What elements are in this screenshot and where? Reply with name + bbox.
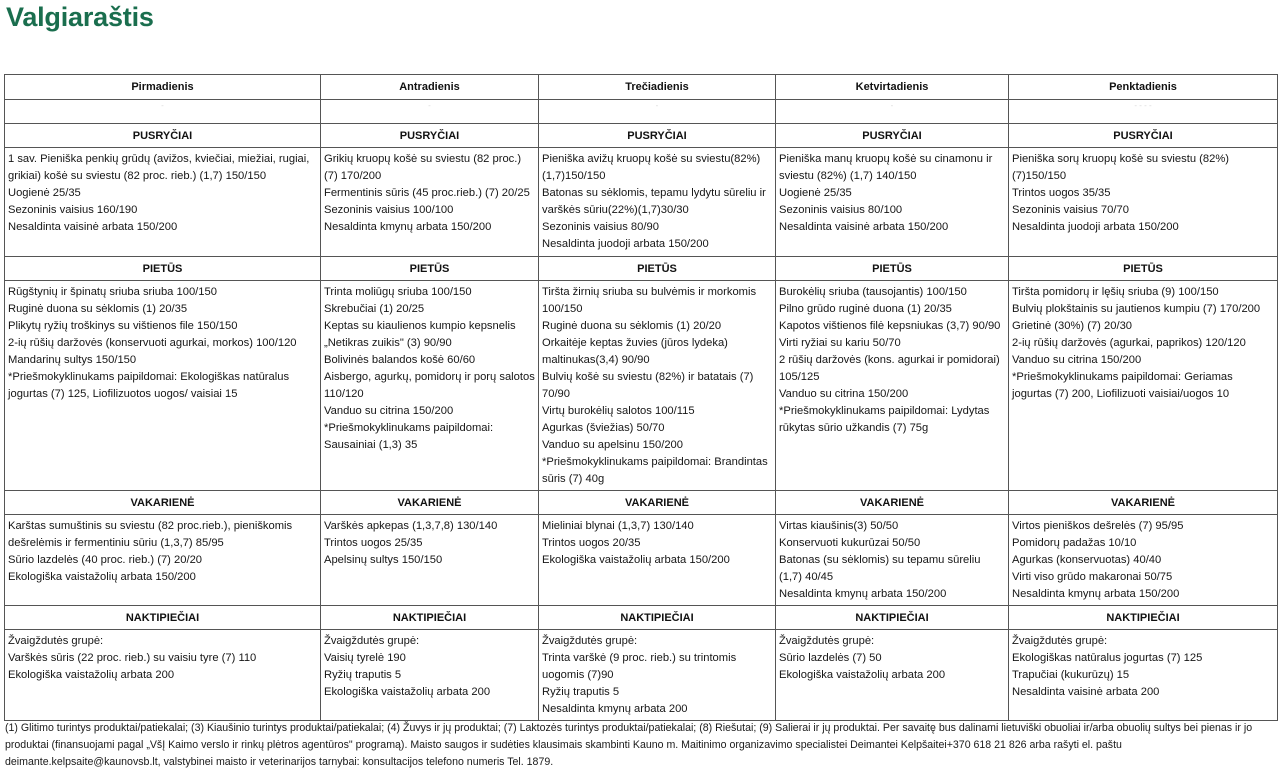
menu-item: Trintos uogos 25/35 (324, 537, 423, 549)
menu-item: Ekologiška vaistažolių arbata 150/200 (542, 554, 730, 566)
menu-item: Apelsinų sultys 150/150 (324, 554, 443, 566)
menu-cell (5, 630, 321, 721)
blank-cell (539, 100, 776, 124)
menu-item: Bulvių košė su sviestu (82%) ir batatais (7) 70/90 (542, 371, 754, 400)
menu-item: Nesaldinta juodoji arbata 150/200 (542, 238, 709, 250)
menu-item: Vanduo su citrina 150/200 (1012, 354, 1142, 366)
dinner-header-row (5, 491, 1278, 515)
meal-label: VAKARIENĖ (5, 491, 321, 515)
day-header: Pirmadienis (5, 75, 321, 100)
menu-item: Ekologiškas natūralus jogurtas (7) 125 (1012, 652, 1203, 664)
menu-item: Žvaigždutės grupė: (1012, 635, 1108, 647)
page-title: Valgiaraštis (6, 2, 154, 32)
menu-item: Žvaigždutės grupė: (324, 635, 420, 647)
lunch-header-row (5, 257, 1278, 281)
day-header: Penktadienis (1009, 75, 1278, 100)
night-snack-content-row (5, 630, 1278, 721)
menu-item: Žvaigždutės grupė: (779, 635, 875, 647)
menu-item: Sezoninis vaisius 80/90 (542, 221, 659, 233)
placeholder-dash: - (890, 101, 894, 110)
meal-label: VAKARIENĖ (321, 491, 539, 515)
menu-item: Konservuoti kukurūzai 50/50 (779, 537, 921, 549)
meal-label: PIETŪS (539, 257, 776, 281)
menu-item: Vanduo su citrina 150/200 (324, 405, 454, 417)
menu-cell (5, 515, 321, 606)
menu-item: Aisbergo, agurkų, pomidorų ir porų salotos 110/120 (324, 371, 535, 400)
menu-item: Nesaldinta kmynų arbata 200 (542, 703, 688, 715)
menu-item: Kapotos vištienos filė kepsniukas (3,7) 90/90 (779, 320, 1001, 332)
menu-cell (5, 148, 321, 257)
menu-item: Batonas (su sėklomis) su tepamu sūreliu (1,7) 40/45 (779, 554, 981, 583)
meal-label: NAKTIPIEČIAI (5, 606, 321, 630)
menu-cell (1009, 281, 1278, 491)
meal-label: PUSRYČIAI (776, 124, 1009, 148)
menu-item: *Priešmokyklinukams paipildomai: Geriamas jogurtas (7) 200, Liofilizuoti vaisiai/uogos 10 (1012, 371, 1233, 400)
menu-item: Ryžių traputis 5 (542, 686, 620, 698)
menu-cell (776, 515, 1009, 606)
menu-item: Virtos pieniškos dešrelės (7) 95/95 (1012, 520, 1184, 532)
menu-cell (1009, 148, 1278, 257)
menu-cell (539, 281, 776, 491)
menu-item: Nesaldinta vaisinė arbata 150/200 (8, 221, 178, 233)
menu-item: Pilno grūdo ruginė duona (1) 20/35 (779, 303, 952, 315)
breakfast-header-row (5, 124, 1278, 148)
menu-item: Ryžių traputis 5 (324, 669, 402, 681)
menu-cell (776, 148, 1009, 257)
menu-item: Virti ryžiai su kariu 50/70 (779, 337, 901, 349)
menu-cell (1009, 630, 1278, 721)
menu-item: Trintos uogos 20/35 (542, 537, 641, 549)
menu-item: Tiršta žirnių sriuba su bulvėmis ir morkomis 100/150 (542, 286, 757, 315)
menu-item: Tiršta pomidorų ir lęšių sriuba (9) 100/150 (1012, 286, 1219, 298)
menu-item: Nesaldinta vaisinė arbata 150/200 (779, 221, 949, 233)
menu-item: *Priešmokyklinukams paipildomai: Brandintas sūris (7) 40g (542, 456, 768, 485)
allergen-footnote: (1) Glitimo turintys produktai/patiekalai; (3) Kiaušinio turintys produktai/patiekalai; (4) Žuvys ir jų produktai; (7) Laktozės turintys produktai/patiekalai; (8) Riešutai; (9) Salierai ir jų produktai. Per savaitę bus dalinami lietuviški obuoliai ir/arba obuolių sultys bei pienas ir jo produktai (finansuojami pagal „VšĮ Kaimo verslo ir rinkų plėtros agentūros" programą). Maisto saugos ir sudėties klausimais skambinti Kauno m. Maitinimo organizavimo specialistei Deimantei Kelpšaitei+370 618 21 826 arba rašyti el. paštu deimante.kelpsaite@kaunovsb.lt, valstybinei maisto ir veterinarijos tarnybai: konsultacijos telefono numeris Tel. 1879. (5, 722, 1253, 768)
menu-item: Grikių kruopų košė su sviestu (82 proc.) (7) 170/200 (324, 153, 522, 182)
menu-item: Sūrio lazdelės (7) 50 (779, 652, 882, 664)
menu-item: 1 sav. Pieniška penkių grūdų (avižos, kviečiai, miežiai, rugiai, grikiai) košė su sviestu (82 proc. rieb.) (1,7) 150/150 (8, 153, 310, 182)
blank-cell (1009, 100, 1278, 124)
menu-item: Trinta moliūgų sriuba 100/150 (324, 286, 472, 298)
blank-cell (321, 100, 539, 124)
placeholder-dash: - (161, 101, 164, 110)
menu-item: Sezoninis vaisius 70/70 (1012, 204, 1129, 216)
placeholder-dash: - (428, 101, 431, 110)
menu-item: Bulvių plokštainis su jautienos kumpiu (7) 170/200 (1012, 303, 1261, 315)
menu-cell (5, 281, 321, 491)
menu-item: *Priešmokyklinukams paipildomai: Lydytas rūkytas sūrio užkandis (7) 75g (779, 405, 990, 434)
menu-cell (321, 281, 539, 491)
menu-item: *Priešmokyklinukams paipildomai: Sausainiai (1,3) 35 (324, 422, 494, 451)
menu-item: Ruginė duona su sėklomis (1) 20/20 (542, 320, 722, 332)
menu-item: Nesaldinta kmynų arbata 150/200 (1012, 588, 1180, 600)
menu-item: Varškės apkepas (1,3,7,8) 130/140 (324, 520, 498, 532)
breakfast-content-row (5, 148, 1278, 257)
blank-row (5, 100, 1278, 124)
menu-item: Sezoninis vaisius 100/100 (324, 204, 454, 216)
meal-label: VAKARIENĖ (776, 491, 1009, 515)
menu-item: Vanduo su citrina 150/200 (779, 388, 909, 400)
menu-item: Nesaldinta vaisinė arbata 200 (1012, 686, 1160, 698)
menu-item: Ekologiška vaistažolių arbata 200 (779, 669, 946, 681)
menu-item: Skrebučiai (1) 20/25 (324, 303, 425, 315)
menu-item: Trintos uogos 35/35 (1012, 187, 1111, 199)
meal-label: VAKARIENĖ (539, 491, 776, 515)
menu-cell (776, 630, 1009, 721)
menu-item: Mieliniai blynai (1,3,7) 130/140 (542, 520, 694, 532)
menu-item: Trinta varškė (9 proc. rieb.) su trintomis uogomis (7)90 (542, 652, 737, 681)
weekly-menu-table (4, 74, 1278, 721)
menu-item: Karštas sumuštinis su sviestu (82 proc.rieb.), pieniškomis dešrelėmis ir fermentiniu sūriu (1,3,7) 85/95 (8, 520, 293, 549)
menu-item: Grietinė (30%) (7) 20/30 (1012, 320, 1133, 332)
lunch-content-row (5, 281, 1278, 491)
menu-item: Varškės sūris (22 proc. rieb.) su vaisiu tyre (7) 110 (8, 652, 257, 664)
menu-item: Ekologiška vaistažolių arbata 200 (324, 686, 491, 698)
menu-item: Pomidorų padažas 10/10 (1012, 537, 1137, 549)
menu-item: Pieniška manų kruopų košė su cinamonu ir sviestu (82%) (1,7) 140/150 (779, 153, 993, 182)
menu-item: Bolivinės balandos košė 60/60 (324, 354, 476, 366)
night-snack-header-row (5, 606, 1278, 630)
menu-item: Trapučiai (kukurūzų) 15 (1012, 669, 1130, 681)
menu-item: Keptas su kiaulienos kumpio kepsnelis „Netikras zuikis" (3) 90/90 (324, 320, 516, 349)
meal-label: PIETŪS (1009, 257, 1278, 281)
meal-label: PIETŪS (5, 257, 321, 281)
menu-item: Mandarinų sultys 150/150 (8, 354, 137, 366)
menu-cell (539, 515, 776, 606)
menu-item: Orkaitėje keptas žuvies (jūros lydeka) maltinukas(3,4) 90/90 (542, 337, 728, 366)
menu-item: Ruginė duona su sėklomis (1) 20/35 (8, 303, 188, 315)
meal-label: NAKTIPIEČIAI (321, 606, 539, 630)
menu-item: *Priešmokyklinukams paipildomai: Ekologiškas natūralus jogurtas (7) 125, Liofilizuotos uogos/ vaisiai 15 (8, 371, 290, 400)
meal-label: NAKTIPIEČIAI (539, 606, 776, 630)
menu-item: 2-ių rūšių daržovės (konservuoti agurkai, morkos) 100/120 (8, 337, 297, 349)
meal-label: PUSRYČIAI (321, 124, 539, 148)
menu-item: Batonas su sėklomis, tepamu lydytu sūreliu ir varškės sūriu(22%)(1,7)30/30 (542, 187, 766, 216)
meal-label: PIETŪS (776, 257, 1009, 281)
placeholder-dash: - (655, 101, 659, 110)
dinner-content-row (5, 515, 1278, 606)
menu-item: Nesaldinta kmynų arbata 150/200 (324, 221, 492, 233)
menu-item: Agurkas (konservuotas) 40/40 (1012, 554, 1162, 566)
day-header: Ketvirtadienis (776, 75, 1009, 100)
menu-item: Sezoninis vaisius 80/100 (779, 204, 903, 216)
menu-item: Sezoninis vaisius 160/190 (8, 204, 138, 216)
menu-item: Sūrio lazdelės (40 proc. rieb.) (7) 20/20 (8, 554, 203, 566)
menu-item: 2 rūšių daržovės (kons. agurkai ir pomidorai) 105/125 (779, 354, 1000, 383)
meal-label: PUSRYČIAI (539, 124, 776, 148)
menu-item: Rūgštynių ir špinatų sriuba sriuba 100/150 (8, 286, 217, 298)
menu-cell (321, 630, 539, 721)
menu-item: Virtų burokėlių salotos 100/115 (542, 405, 695, 417)
blank-cell (776, 100, 1009, 124)
menu-item: Nesaldinta kmynų arbata 150/200 (779, 588, 947, 600)
menu-item: Agurkas (šviežias) 50/70 (542, 422, 665, 434)
menu-item: Plikytų ryžių troškinys su vištienos file 150/150 (8, 320, 238, 332)
menu-cell (539, 148, 776, 257)
day-header-row (5, 75, 1278, 100)
menu-item: Žvaigždutės grupė: (542, 635, 638, 647)
menu-cell (321, 515, 539, 606)
menu-cell (321, 148, 539, 257)
meal-label: NAKTIPIEČIAI (776, 606, 1009, 630)
menu-cell (776, 281, 1009, 491)
day-header: Trečiadienis (539, 75, 776, 100)
menu-item: Žvaigždutės grupė: (8, 635, 104, 647)
menu-item: Virtas kiaušinis(3) 50/50 (779, 520, 899, 532)
menu-item: Pieniška sorų kruopų košė su sviestu (82%) (7)150/150 (1012, 153, 1230, 182)
menu-item: Vanduo su apelsinu 150/200 (542, 439, 683, 451)
day-header: Antradienis (321, 75, 539, 100)
menu-cell (539, 630, 776, 721)
meal-label: PUSRYČIAI (1009, 124, 1278, 148)
menu-item: Vaisių tyrelė 190 (324, 652, 406, 664)
meal-label: PIETŪS (321, 257, 539, 281)
menu-item: Uogienė 25/35 (779, 187, 852, 199)
menu-item: Nesaldinta juodoji arbata 150/200 (1012, 221, 1179, 233)
menu-item: Ekologiška vaistažolių arbata 200 (8, 669, 175, 681)
menu-item: Ekologiška vaistažolių arbata 150/200 (8, 571, 196, 583)
blank-cell (5, 100, 321, 124)
meal-label: VAKARIENĖ (1009, 491, 1278, 515)
meal-label: NAKTIPIEČIAI (1009, 606, 1278, 630)
menu-item: Virti viso grūdo makaronai 50/75 (1012, 571, 1173, 583)
meal-label: PUSRYČIAI (5, 124, 321, 148)
menu-item: Uogienė 25/35 (8, 187, 81, 199)
menu-cell (1009, 515, 1278, 606)
menu-item: Fermentinis sūris (45 proc.rieb.) (7) 20/25 (324, 187, 530, 199)
menu-item: 2-ių rūšių daržovės (agurkai, paprikos) 120/120 (1012, 337, 1246, 349)
menu-item: Burokėlių sriuba (tausojantis) 100/150 (779, 286, 967, 298)
menu-item: Pieniška avižų kruopų košė su sviestu(82%)(1,7)150/150 (542, 153, 761, 182)
placeholder-dash: - - - - (1134, 101, 1152, 110)
